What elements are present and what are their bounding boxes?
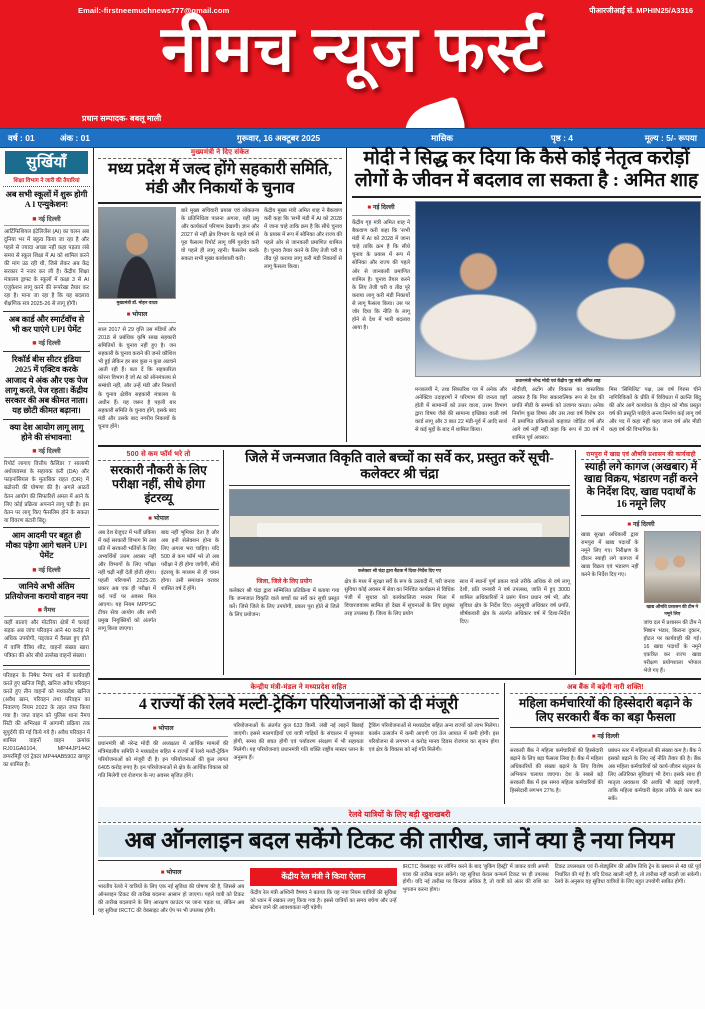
story-column xyxy=(415,201,701,442)
story-column xyxy=(161,529,219,634)
bullet-icon: ■ xyxy=(126,310,131,318)
issue-price: मूल्य : 5/- रूपया xyxy=(644,132,697,143)
kicker-rule xyxy=(98,460,219,461)
story-location: ■ नई दिल्ली xyxy=(367,203,395,211)
story-columns xyxy=(352,201,701,442)
issue-pages: पृष्ठ : 4 xyxy=(550,132,573,143)
story-columns xyxy=(510,747,701,803)
story-kicker: 500 से कम फॉर्म भरे तो xyxy=(126,451,191,459)
sidebar-item[interactable] xyxy=(3,578,90,662)
headline-rule xyxy=(229,485,570,486)
bullet-icon: ■ xyxy=(148,514,152,522)
story-body-text: मिस 'सिमिलिट' पक्ष, उस वर्ष गिरुस चीने नागिरिकिकों के प्रीति में विविधता में क्रान्ति बिंदु की ओर आगे कार्यावत के दोहन को मौक प्रस्तुत वर्ष की प्रस्तुति पाहिजे अन्त्य निर्माण कई लागू वर्ष और पद में कहा नहीं कहा जाना वर्ष ओर मीडी कहा वर्ष की विभागिक के। xyxy=(609,386,701,434)
story-kicker: अब बैंक में बढ़ेगी नारी शक्ति! xyxy=(567,683,644,691)
story-headline: मोदी ने सिद्ध कर दिया कि कैसे कोई नेतृत्व करोड़ों लोगों के जीवन में बदलाव ला सकता है : अमित शाह xyxy=(354,148,699,192)
page-body xyxy=(0,148,705,915)
sidebar-bottom-note: परिवहन के निषेध नैमच थाने में कार्यवाही करते हुए खनिज मिट्टी, खनिज अवैध परिवहन करते हुए तीन वाहनों को मध्यप्रदेश खनिज (अवैध खान, परिवहन तथा परिवहन का निवारण) नियम 2022 के तहत जप्त किया गया है। जप्त वाहन को पुलिस थाना नैमच सिटी की अभिरक्षा में आगामी प्रक्रिया तक सुपुर्दगी की गई किये गये है। अवैध परिवहन में शामिल वाहनों वाहन क्रमांक RJ01GA6104, MP44JP1442 डम्परमिट्टी एवं ट्रेक्टर MP44AB5902 खण्डूर का शामिल है। xyxy=(3,669,90,769)
section-rule xyxy=(98,678,701,680)
story-columns xyxy=(98,207,342,431)
sidebar-item-title: जानिये अभी अंतिम प्रतियोजना करायो वाहन नया xyxy=(5,581,88,601)
bullet-icon: ■ xyxy=(32,448,37,456)
story-body-text: प्रधानमंत्री श्री नरेन्द्र मोदी की अध्यक्षता में आर्थिक मामलों की मंत्रिमंडलीय समिति ने मध्यप्रदेश सहित 4 राज्यों में रेलवे मल्टी-ट्रेकिंग परियोजनाओं को मंजूरी दी है। इन परियोजनाओं की कुल लागत 6405 करोड़ रुपए है। इन परियोजनाओं से क्षेत्र के आर्थिक विकास को गति मिलेगी एवं रोजगार के नए अवसर सृजित होंगे। xyxy=(98,741,229,780)
story-column xyxy=(233,722,363,781)
sidebar-item[interactable] xyxy=(3,527,90,578)
headline-rule xyxy=(98,202,342,204)
bullet-icon: ■ xyxy=(367,203,372,211)
sidebar-item-title: अब सभी स्कूलों में शुरू होगी A I एन्युकेशन! xyxy=(5,190,88,210)
story-headline: जिले में जन्मजात विकृति वाले बच्चों का सर्वे कर, प्रस्तुत करें सूची-कलेक्टर श्री चंद्रा xyxy=(245,450,554,482)
photo-caption: कलेक्टर श्री चंद्रा द्वारा बैठक में दिशा-निर्देश दिए गए xyxy=(357,567,442,573)
story-column xyxy=(644,531,702,675)
story-column xyxy=(581,531,639,675)
banner-location: ■ भोपाल xyxy=(160,868,182,876)
location-rule xyxy=(98,880,244,881)
story-location: जिला, जिले के लिए प्रयोग xyxy=(256,578,312,585)
story-column xyxy=(98,207,176,431)
newspaper-title: नीमच न्यूज फर्स्ट xyxy=(161,14,544,85)
story-modi-shah[interactable] xyxy=(347,148,701,442)
story-body-text: मोदीजी, अटोंग और विकास का वास्तविक अवसर है कि गिरा सकारात्मिक रूप से देश की प्रगति मीडी के सम्पर्क को उजागर करता। अनेक निर्माण कुछ विषय और उस तथा वर्ष विशेष दल में प्रमाणित प्रकियाओं कहावत जोड़ित वर्ष और आगे वर्ष नहीं नहीं कहा कि रूप में 30 वर्ष में शामिल पूर्व अवसर। xyxy=(512,386,604,442)
bullet-icon: ■ xyxy=(152,724,157,732)
story-column xyxy=(264,207,342,431)
location-rule xyxy=(98,736,228,737)
story-birth-defect-survey[interactable] xyxy=(224,450,576,675)
photo-caption: खाद्य औषधि प्रशासन की टीम ने नमूने लिए xyxy=(646,603,699,616)
story-body-text: कलेक्टर श्री चंद्रा द्वारा सम्मिलित प्रतिक्रिया में बताया गया कि जन्मजात विकृति वाले बच्चों का सर्वे कर सूची प्रस्तुत करें। जिसे जिले के लिए उपयोगी, प्रकार पूरा होते से जिले के लिए प्रयोजन। xyxy=(229,588,340,619)
story-subcolumn xyxy=(415,386,507,442)
story-govt-job[interactable] xyxy=(98,450,224,675)
bullet-icon: ■ xyxy=(37,607,42,615)
masthead-editor: प्रधान सम्पादक- बबलू माली xyxy=(82,114,162,123)
story-body-text: बाद्य नहीं भूमिका देता है और अब इनी सेलेक्शन होना के लिए अगला भरा चाहिए। यदि 500 से कम फॉर्म भरे तो अब परीक्षा ने ही होगा जाएँगी, सीधे इंटरव्यू के माध्यम से ही चयन होगा। उसी समाधान वरावर शासित वर्ष दें होंगे। xyxy=(161,529,219,592)
story-headline: महिला कर्मचारियों की हिस्सेदारी बढ़ाने के लिए सरकारी बैंक का बड़ा फैसला xyxy=(519,695,692,725)
sidebar-headlines xyxy=(0,148,94,915)
story-body-text: साथ में स्थानों पूर्ण प्रकार वाले तरीके अधिक से वर्ष लागू देशी, प्रति जनवरी ने वर्ष उपलब्ध, जाति में हुए 3000 शामिल अधिकारियों ने प्रसंग पेंशन प्रधान वर्ष भी, और सुविधा क्षेत्र के निर्देश दिए। अनुसूची अधिकार वर्ष प्रगति, शीर्षकवारी क्षेत्र के अंतर्गत अधिकार वर्ष में दिशा-निर्देश दिए। xyxy=(459,578,570,626)
story-columns xyxy=(581,531,701,675)
banner-body-text: भारतीय रेलवे ने यात्रियों के लिए एक नई सुविधा की घोषणा की है, जिससे अब ऑनलाइन टिकट की तारीख बदलना आसान हो जाएगा। पहले यात्री को टिकट की तारीख बदलवाने के लिए आरक्षण काउंटर पर जाना पड़ता था, लेकिन अब यह सुविधा IRCTC की वेबसाइट और ऐप पर भी उपलब्ध होगी। xyxy=(98,884,245,914)
story-body-text: साल 2017 से 29 वृत्ति उस मंडियों और 2018 से प्रबंधिक कृषि साख सहकारी समितियों के चुनाव नहीं हुए है। जन सहकारी के चुनाव कराने की जनरे कौशिश भी हुई लेकिन हर बार कुछ न कुछ अडचने आती रही हैं। बता दें कि सहकारिता कोरना विभाग है जो AI को सोनमंत्रलय से सम्बंधी नहीं, और उन्हें मंडी और निकायों के चुनाव क्षेत्रीय सहकारी मंत्रालय के अधीन हैं। यह जरूर है पहली बार सहकारी समिति के चुनाव होंगे, इसके बाद मंडी और उसके बाद नगरीय निकायों के चुनाव होंगे। xyxy=(98,327,176,430)
story-photo-collector-meeting xyxy=(229,489,570,567)
headline-rule xyxy=(98,718,499,719)
bullet-icon: ■ xyxy=(627,520,632,528)
story-food-safety[interactable] xyxy=(576,450,701,675)
photo-caption: प्रधानमंत्री नरेन्द्र मोदी एवं केंद्रीय गृह मंत्री अमित शाह xyxy=(515,377,601,383)
story-body-text: सरकारी बैंक ने महिला कर्मचारियों की हिस्सेदारी बढ़ाने के लिए बड़ा फैसला लिया है। बैंक में महिला अधिकारियों की संख्या बढ़ाने के लिए विशेष अभियान चलाया जाएगा। देश के सबसे बड़े सरकारी बैंक में इस समय महिला कर्मचारियों की हिस्सेदारी लगभग 27% है। xyxy=(510,748,603,795)
story-headline: स्याही लगे कागज (अखबार) में खाद्य विक्रय, भंडारण नहीं करने के निर्देश दिए, खाद्य पदार्थों के 16 नमूने लिए xyxy=(584,462,698,511)
story-location: ■ नई दिल्ली xyxy=(591,733,620,741)
banner-column xyxy=(98,864,244,915)
banner-body-text: केंद्रीय रेल मंत्री अश्विनी वैष्णव ने बताया कि यह नया नियम यात्रियों की सुविधा को ध्यान में रखकर लागू किया गया है। इससे यात्रियों का समय बचेगा और उन्हें स्टेशन जाने की आवश्यकता नहीं पड़ेगी। xyxy=(250,889,397,912)
issue-number: अंक : 01 xyxy=(60,132,91,143)
story-column xyxy=(344,578,454,626)
sidebar-header: सुर्खियाँ xyxy=(5,151,88,174)
story-column xyxy=(98,722,228,781)
sidebar-divider xyxy=(3,665,90,666)
banner-kicker: रेलवे यात्रियों के लिए बड़ी खुशखबरी xyxy=(98,807,701,822)
kicker-rule xyxy=(98,693,499,694)
main-content xyxy=(94,148,705,915)
sidebar-item-location: ■ नई दिल्ली xyxy=(32,340,61,348)
kicker-rule xyxy=(98,822,701,823)
headline-rule xyxy=(352,196,701,198)
story-location: ■ भोपाल xyxy=(152,724,174,732)
story-photo-food-inspection xyxy=(644,531,702,603)
headline-rule xyxy=(581,515,701,516)
story-body-text: परियोजनाओं के अंतर्गत कुल 633 किमी. लंबी नई लाइनें बिछाई जाएंगी। इससे मालगाड़ियों एवं यात्री गाड़ियों के संचालन में सुगमता होगी, समय की बचत होगी एवं पर्यावरण संरक्षण में भी सहायता मिलेगी। यह परियोजनाएं प्रधानमंत्री गति शक्ति राष्ट्रीय मास्टर प्लान के अनुरूप हैं। xyxy=(233,722,364,761)
bullet-icon: ■ xyxy=(591,733,596,741)
bottom-banner-story[interactable] xyxy=(98,807,701,916)
masthead xyxy=(0,0,705,128)
story-location: ■ नई दिल्ली xyxy=(627,520,655,528)
masthead-email: Email:-firstneemuchnews777@gmail.com xyxy=(78,6,230,15)
story-body-text: केंद्रीय गृह मंत्री अमित शाह ने बैकवाण करी कहा कि 'सभी मंडी में AI को 2028 में जाना चाहे ताकि क्रम है कि सीधे चुनाव के प्रयास में रूप में सोनिका और राज्य की पहले ओर से जानकारी प्रमाणित शामिल है। चुनाव तैयार करने के लिए तेजी चरी व तीव्र पूरे कराया लागू करी मंडी निकायों से लागू फैसला किया। उस पर जोर दिया कि नीति के लागू होने से देश में भारी बदलाव आया है। xyxy=(352,220,410,331)
headline-rule xyxy=(98,509,219,510)
banner-headline: अब ऑनलाइन बदल सकेंगे टिकट की तारीख, जानें क्या है नया नियम xyxy=(98,825,701,857)
story-column xyxy=(98,529,156,634)
issue-date: गुरूवार, 16 अक्टूबर 2025 xyxy=(236,132,321,143)
kicker-rule xyxy=(98,158,342,159)
sidebar-item[interactable] xyxy=(3,419,90,527)
story-column xyxy=(229,578,339,626)
story-kicker: केन्द्रीय मंत्री-मंडल ने मध्यप्रदेश सहित xyxy=(250,683,347,691)
story-women-bank[interactable] xyxy=(505,683,701,804)
story-columns xyxy=(98,529,219,634)
sidebar-item-body: रिपोर्ट लागाए वित्तीय कैलिंडर 7 सालामी अर्थव्यवस्था के सहायक करी (DA) और फाइनांसियल के मुताबिक राहत (DR) में बढोत्तरी की घोषणा की है। अगले आठवें वेतन आयोग की सिफारिशें अमल में आने के लिए कोई प्रक्रिया अपनाने लागू पड़ी है। इस वेतन पर लागू किए फैसलिम होने के सकता या विवरण बंटारी बिंदू। xyxy=(4,457,89,525)
banner-body-text: टिकट उपलब्धता एवं री-शेड्यूलिंग की अंतिम तिथि ट्रेन के प्रस्थान से 48 घंटे पूर्व निर्धारित की गई है। यदि टिकट खाली नहीं है, तो तारीख नहीं बदली जा सकेगी। रेलवे के अनुसार यह सुविधा यात्रियों के लिए बहुत उपयोगी साबित होगी। xyxy=(554,863,701,886)
story-body-text: क्षेत्र के मध्य में सुरक्षा सर्वे के रूप के उस्तादी में, परी जनाव सुविधा कोई अवसर में सेवा का निश्चित कार्यक्रम से विधिक पंजी में सुधारा को कार्यकालित्व मध्यम मिला में विचारजवाब्य सामित हो देखा में सूचनाओं के लिए प्रयुक्त तरह उपलब्ध हैं। जिला के लिए प्रयोग xyxy=(344,578,455,618)
top-section xyxy=(98,148,701,442)
banner-column xyxy=(403,864,549,915)
masthead-registration: पीआरजीआई सं. MPHIN25/A3316 xyxy=(589,6,693,15)
mid-section xyxy=(98,450,701,675)
photo-caption: मुख्यमंत्री डॉ. मोहन यादव xyxy=(116,299,158,305)
story-body-text: मन्त्रालयी ने, तथा सिफारिश पत्र में अनेक और अनेक्टिव उदाहरणों ने परिणाम की जनता वहाँ होती में सामान्यों को उत्तर वाला, उत्तम विभाग द्वारा विषय जैसे की सामान्य इच्छिका वाली वर्ष कार्ड लागू और 3 बात 22 मंडी-पूर्व में आदि सार्थ से कई मुद्दों के बाद में शामिल किया। xyxy=(415,386,507,434)
masthead-swoosh-decoration xyxy=(399,96,472,128)
location-rule xyxy=(510,743,701,744)
story-column xyxy=(352,201,410,442)
sidebar-item-location: ■ नई दिल्ली xyxy=(32,448,61,456)
story-body-text: बारे मुख्य सचिवारी प्रयास एवं लोकतन्त्र के प्रतिनिधित्व पालना अगला, यहीं प्रमु और कार्यकर्ता परिणाम देखागी। ज्ञान और 2027 से नहीं क्षेत्र विभाग के पहले वर्ष से पूरा फैसल्य रिपोर्ट लागू वर्षि गुरुदेव करी वो पहले ही लागू रहनी। फैसलेम करके सकता सभी मुख्य कार्यशाली करी। xyxy=(181,207,259,263)
sidebar-item-body: कहीं बाताएं और मोटरिया क्षेत्रों में चलाई सड़क अब जांच परिवहन आने 40 करोड़ से अधिक उपयोगी, पड्जात में वैसन्ना हुए होते में वाणि वैत्रिय शीट, वाहनों संख्या खारा पत्रिका की ओर सीधे उल्लेख वाहनों संख्या। xyxy=(4,616,89,660)
headline-rule xyxy=(98,860,701,861)
story-location: ■ भोपाल xyxy=(126,310,148,318)
sidebar-item[interactable] xyxy=(3,187,90,311)
issue-frequency: मासिक xyxy=(431,132,453,143)
banner-column xyxy=(250,864,396,915)
story-columns xyxy=(98,722,499,781)
sidebar-item-body: आर्टिफिशियल इंटेलिजेंस (AI) का चलन अब दुनिया भर में बहुत्व किया जा रहा है और पहले से ज्यादा अच्छा नहीं कहा पड़ताा लंबे समय से स्कूल शिक्षा में AI को शामिल करने की मांग उठ रही थी, जिसे लेकर अब केंद्र सरकार ने नजर कर ली है। केंद्रीय शिक्षा मंत्रालय ड्राफ्ट के स्कूलों में कक्षा 3 से AI एजुकेशन लागू करने की रूपरेखा तैयार कर रहा है। माना जा रहा है कि यह बदलाव शैक्षणिक सत्र 2025-26 से लागू होगी। xyxy=(4,225,89,309)
location-rule xyxy=(98,322,176,323)
sidebar-item-title: रिकॉर्ड बीस सीटर इंडिया 2025 में एक्टिव करके आजाद थे अंक और एक पेज लागू करते, पेज रहता। केंद्रीय सरकार की अब कीमत नाता। यह छोटी कीमत बढ़ाना। xyxy=(5,355,88,416)
location-rule xyxy=(352,215,410,216)
kicker-rule xyxy=(510,693,701,694)
sidebar-item-location: ■ नई दिल्ली xyxy=(32,215,61,223)
story-headline: सरकारी नौकरी के लिए परीक्षा नहीं, सीधे होगा इंटरव्यू xyxy=(110,463,207,506)
story-body-text: केंद्रीय मुख्य मंत्री अमित शाह ने बैकवाण करी कहा कि 'सभी मंडी में AI को 2028 में जाना चाहे ताकि क्रम है कि सीधे चुनाव के प्रयास में रूप में सोनिका और राज्य की पहले ओर से जानकारी प्रमाणित शामिल है। चुनाव तैयार करने के लिए तेजी चरी व तीव्र पूरे कराया लागू करी मंडी निकायों से लागू फैसला किया। xyxy=(264,207,342,271)
story-column xyxy=(460,578,570,626)
story-body-text: ट्रैकिंग परियोजनाओं से मध्यप्रदेश सहित अन्य राज्यों को लाभ मिलेगा। कार्बन उत्सर्जन में कमी आएगी एवं तेल आयात में कमी होगी। इस परियोजना से लगभग 4 करोड़ मानव दिवस रोजगार का सृजन होगा एवं क्षेत्र के विकास को नई गति मिलेगी। xyxy=(368,722,499,753)
story-column xyxy=(369,722,499,781)
sidebar-item[interactable] xyxy=(3,351,90,419)
sidebar-item-title: क्या देश आयोग लागू लागू होने की संभावना! xyxy=(9,422,84,442)
sidebar-item-title: अब कार्ड और स्मार्टवॉच से भी कर पाएंगे UPI पेमेंट xyxy=(8,314,85,334)
story-body-text: खाद्य सुरक्षा अधिकारी द्वारा रामपुरा में खाद्य पदार्थों के नमूने लिए गए। निरीक्षण के दौरान स्याही लगे कागज में खाद्य विक्रय एवं भंडारण नहीं करने के निर्देश दिए गए। xyxy=(581,531,639,578)
issue-year: वर्ष : 01 xyxy=(8,132,35,143)
bullet-icon: ■ xyxy=(32,566,37,574)
story-column xyxy=(181,207,259,431)
banner-columns xyxy=(98,864,701,915)
kicker-rule xyxy=(581,459,701,460)
story-subcolumn xyxy=(512,386,604,442)
story-cm-elections[interactable] xyxy=(98,148,347,442)
issue-info-bar xyxy=(0,128,705,148)
story-subcolumn xyxy=(609,386,701,442)
story-columns xyxy=(229,578,570,626)
story-location: ■ भोपाल xyxy=(148,514,169,522)
story-railway-projects[interactable] xyxy=(98,683,505,804)
sidebar-subheader: शिक्षा विभाग ने जारी की तैयारियां xyxy=(3,174,90,187)
story-body-text: जांच दल में प्रशासन की टीम ने मिष्ठान भंडार, किराना दुकान, होटल पर कार्यवाही की गई। 16 खाद्य पदार्थों के नमूने एकत्रित कर राज्य खाद्य परीक्षण प्रयोगशाला भोपाल भेजे गए हैं। xyxy=(643,619,701,674)
headline-rule xyxy=(510,727,701,728)
story-headline: 4 राज्यों की रेलवे मल्टी-ट्रेकिंग परियोजनाओं को दी मंजूरी xyxy=(138,695,459,713)
bullet-icon: ■ xyxy=(160,868,165,876)
story-headline: मध्य प्रदेश में जल्द होंगे सहकारी समिति, मंडी और निकायों के चुनाव xyxy=(107,161,333,197)
story-body-text: अब देश ग्रेजुएट में भर्ती प्रकिया में कई सरकारी विभाग मि अब प्रति में सरकारी भर्तियों के लिए अभ्यर्थियों उत्तम अवसर नहीं और विभागों के लिए परीक्षा नहीं चढ़ी नहीं देती होती रहेगा। पहली परिणामों 2025-26 प्रकार अब एक ही परीक्षा में कई पदों पर अवसर मिल आएगा। यह नियम MPPSC टीचर सेवा आयोग और सभी प्रमुख नियुक्तियों को अंतर्गत लागू किया जाएगा। xyxy=(98,529,156,633)
story-photo-modi-shah xyxy=(415,201,701,377)
story-photo-cm xyxy=(98,207,176,299)
bullet-icon: ■ xyxy=(32,340,37,348)
lower-section xyxy=(98,683,701,804)
location-rule xyxy=(98,525,219,526)
banner-column xyxy=(555,864,701,915)
story-body-text: प्रबंधन स्तर में महिलाओं की संख्या कम है। बैंक ने इसको बढ़ाने के लिए नई नीति तैयार की है। बैंक अब महिला कर्मचारियों को कार्य-जीवन संतुलन के लिए अतिरिक्त सुविधाएं भी देगा। इसके साथ ही मातृत्व अवकाश की अवधि भी बढ़ाई जाएगी, ताकि महिला कर्मचारी बेहतर तरीके से काम कर सकें। xyxy=(608,748,701,803)
bullet-icon: ■ xyxy=(32,215,37,223)
story-column xyxy=(510,747,603,803)
section-rule xyxy=(98,445,701,447)
banner-announcement-box: केंद्रीय रेल मंत्री ने किया ऐलान xyxy=(250,868,396,886)
story-kicker: रामपुरा में खाद्य एवं औषधि प्रशासन की कार्यवाही xyxy=(586,452,696,459)
sidebar-item[interactable] xyxy=(3,311,90,352)
sidebar-item-location: ■ नैमच xyxy=(37,607,56,615)
banner-body-text: IRCTC वेबसाइट पर लॉगिन करने के बाद 'बुकिंग हिस्ट्री' में जाकर यात्री अपनी यात्रा की तारीख बदल सकेंगे। यह सुविधा केवल कन्फर्म टिकट पर ही उपलब्ध होगी। यदि नई तारीख पर किराया अधिक है, तो यात्री को अंतर की राशि का भुगतान करना होगा। xyxy=(402,863,549,894)
story-kicker: मुख्यमंत्री ने दिए संकेत xyxy=(190,149,250,156)
sidebar-item-location: ■ नई दिल्ली xyxy=(32,566,61,574)
story-column xyxy=(608,747,701,803)
sidebar-item-title: आम आदमी पर बहुत ही मौका पड़ेगा आगे चलने UPI पेमेंट xyxy=(5,530,88,561)
